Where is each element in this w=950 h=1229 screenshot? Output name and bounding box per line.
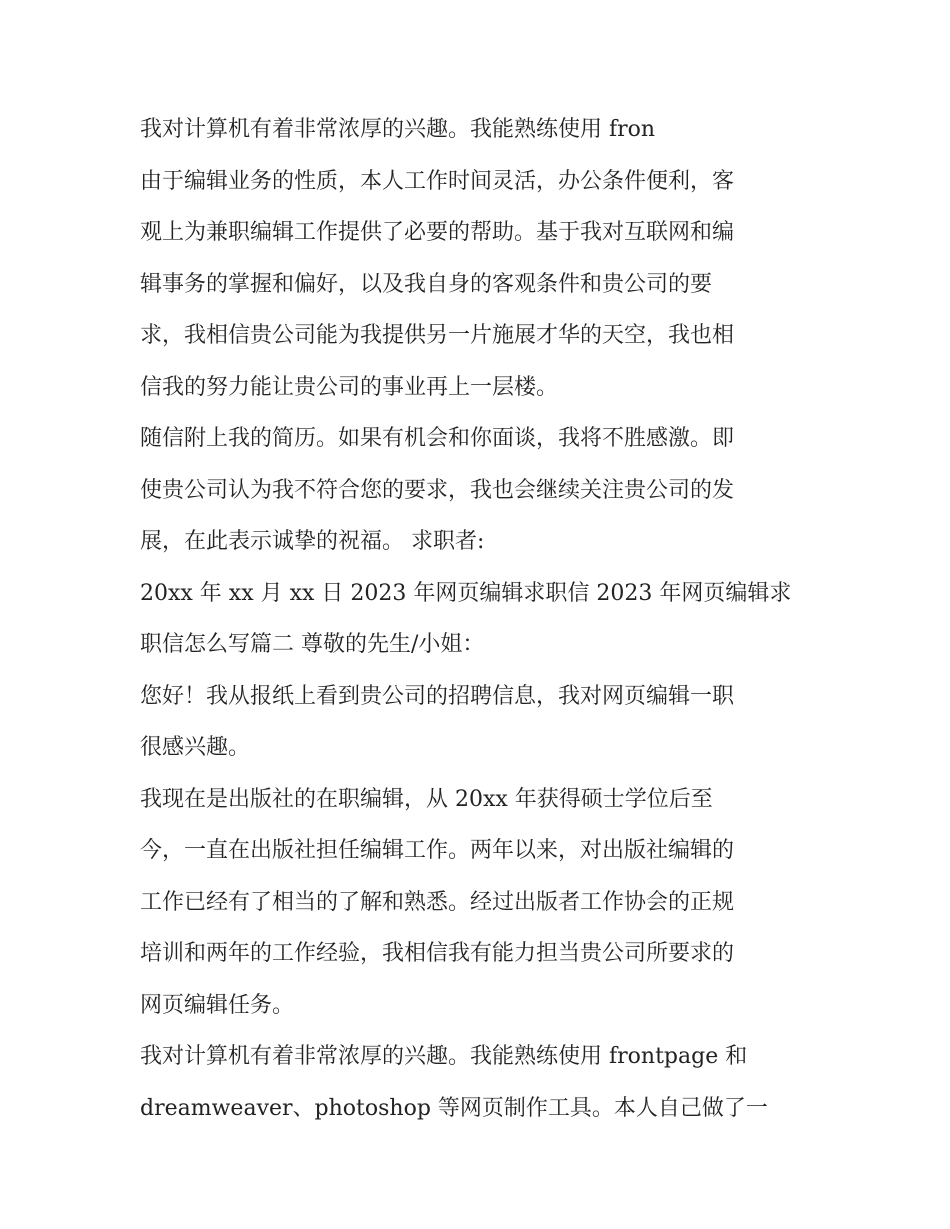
text-line: 由于编辑业务的性质，本人工作时间灵活，办公条件便利，客	[140, 168, 735, 194]
text-line: 随信附上我的简历。如果有机会和你面谈，我将不胜感激。即	[140, 426, 735, 451]
text-line: 使贵公司认为我不符合您的要求，我也会继续关注贵公司的发	[140, 477, 735, 503]
text-line: 我对计算机有着非常浓厚的兴趣。我能熟练使用 frontpage 和	[140, 1044, 748, 1069]
text-line: 展，在此表示诚挚的祝福。 求职者:	[140, 529, 485, 554]
text-line: 网页编辑任务。	[140, 992, 295, 1018]
text-line: 您好！我从报纸上看到贵公司的招聘信息，我对网页编辑一职	[140, 683, 735, 709]
text-line: 职信怎么写篇二 尊敬的先生/小姐：	[140, 632, 485, 657]
text-line: 信我的努力能让贵公司的事业再上一层楼。	[140, 374, 559, 400]
text-line: 辑事务的掌握和偏好，以及我自身的客观条件和贵公司的要	[140, 271, 713, 297]
text-line: dreamweaver、photoshop 等网页制作工具。本人自己做了一	[140, 1095, 768, 1121]
text-line: 我现在是出版社的在职编辑，从 20xx 年获得硕士学位后至	[140, 786, 713, 812]
text-line: 20xx 年 xx 月 xx 日 2023 年网页编辑求职信 2023 年网页编辑求	[140, 580, 792, 606]
text-line: 我对计算机有着非常浓厚的兴趣。我能熟练使用 fron	[140, 117, 656, 142]
text-line: 观上为兼职编辑工作提供了必要的帮助。基于我对互联网和编	[140, 220, 735, 245]
text-line: 求，我相信贵公司能为我提供另一片施展才华的天空，我也相	[140, 323, 735, 348]
text-line: 培训和两年的工作经验，我相信我有能力担当贵公司所要求的	[140, 941, 735, 966]
text-line: 工作已经有了相当的了解和熟悉。经过出版者工作协会的正规	[140, 889, 735, 915]
text-line: 今，一直在出版社担任编辑工作。两年以来，对出版社编辑的	[140, 838, 735, 863]
text-line: 很感兴趣。	[140, 735, 251, 760]
document-body	[140, 104, 812, 1134]
